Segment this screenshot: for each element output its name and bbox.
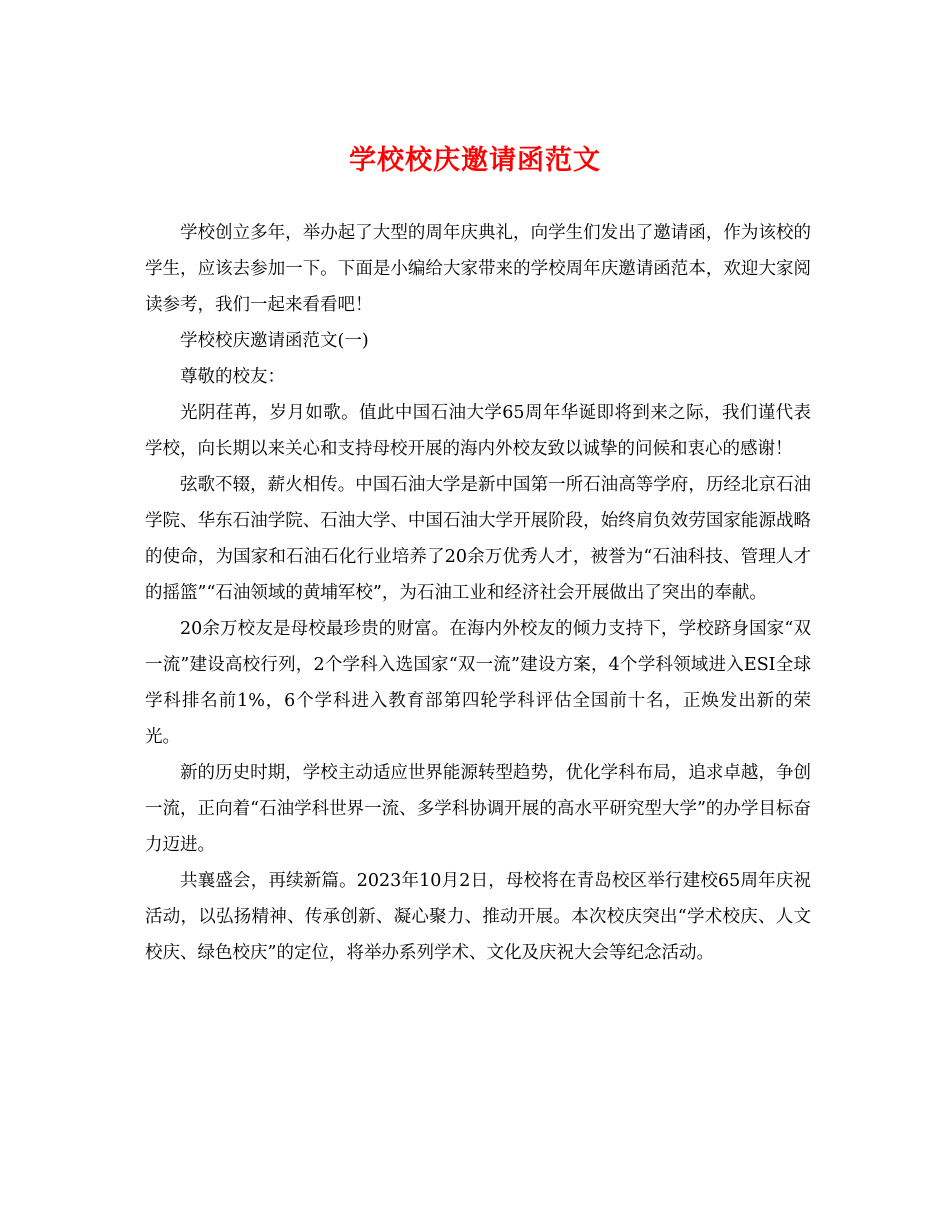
paragraph-salutation: 尊敬的校友： [180,367,285,387]
paragraph-greeting: 光阴荏苒，岁月如歌。值此中国石油大学65周年华诞即将到来之际，我们谨代表学校，向长期以来关心和支持母校开展的海内外校友致以诚挚的问候和衷心的感谢！ [145,403,811,459]
document-body [145,215,811,971]
paragraph-alumni: 20余万校友是母校最珍贵的财富。在海内外校友的倾力支持下，学校跻身国家“双一流”建设高校行列，2个学科入选国家“双一流”建设方案，4个学科领域进入ESI全球学科排名前1%，6个学科进入教育部第四轮学科评估全国前十名，正焕发出新的荣光。 [145,619,811,747]
document-title: 学校校庆邀请函范文 [349,145,601,176]
paragraph-new-era: 新的历史时期，学校主动适应世界能源转型趋势，优化学科布局，追求卓越，争创一流，正向着“石油学科世界一流、多学科协调开展的高水平研究型大学”的办学目标奋力迈进。 [145,763,811,855]
paragraph-subtitle: 学校校庆邀请函范文(一) [180,331,369,351]
paragraph-history: 弦歌不辍，薪火相传。中国石油大学是新中国第一所石油高等学府，历经北京石油学院、华东石油学院、石油大学、中国石油大学开展阶段，始终肩负效劳国家能源战略的使命，为国家和石油石化行业培养了20余万优秀人才，被誉为“石油科技、管理人才的摇篮”“石油领域的黄埔军校”，为石油工业和经济社会开展做出了突出的奉献。 [145,475,811,603]
paragraph-celebration: 共襄盛会，再续新篇。2023年10月2日，母校将在青岛校区举行建校65周年庆祝活动，以弘扬精神、传承创新、凝心聚力、推动开展。本次校庆突出“学术校庆、人文校庆、绿色校庆”的定位，将举办系列学术、文化及庆祝大会等纪念活动。 [145,871,811,963]
paragraph-intro: 学校创立多年，举办起了大型的周年庆典礼，向学生们发出了邀请函，作为该校的学生，应该去参加一下。下面是小编给大家带来的学校周年庆邀请函范本，欢迎大家阅读参考，我们一起来看看吧！ [145,223,811,315]
